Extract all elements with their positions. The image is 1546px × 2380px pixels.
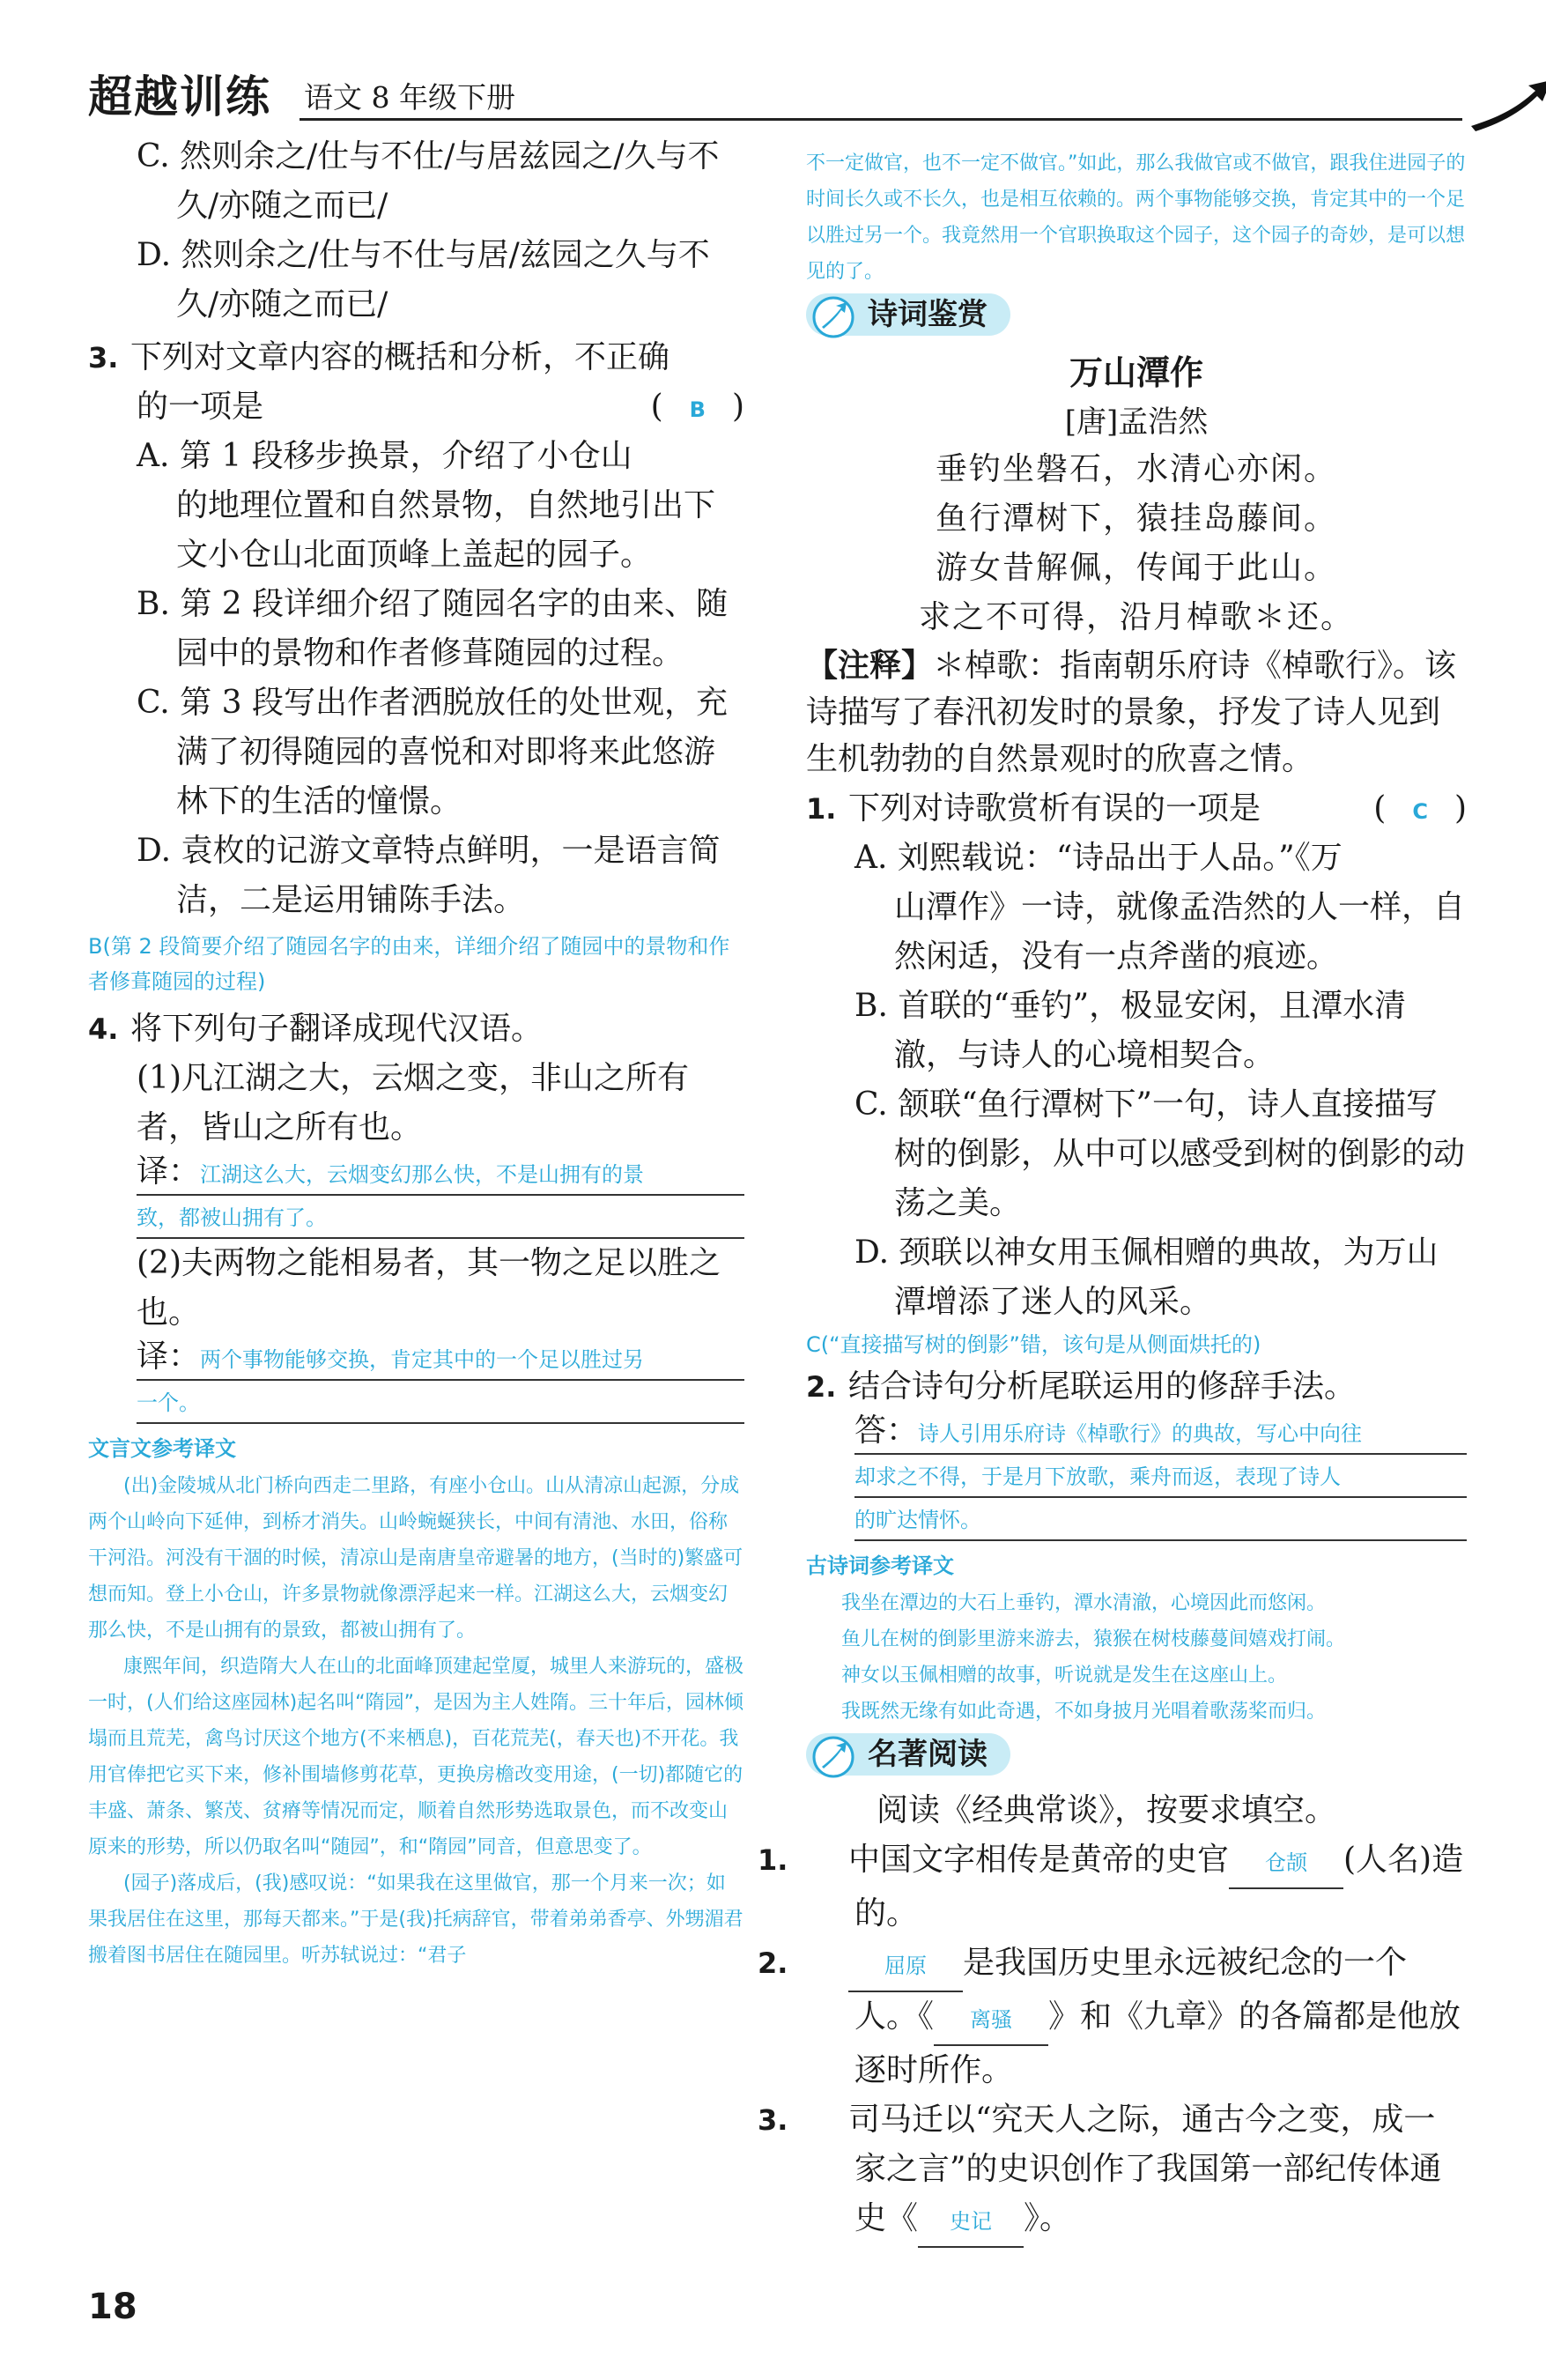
q3-analysis: B(第 2 段简要介绍了随园名字的由来，详细介绍了随园中的景物和作者修葺随园的过程) [88, 934, 730, 994]
annotation-label: 【注释】 [806, 647, 934, 684]
book-intro: 阅读《经典常谈》，按要求填空。 [877, 1792, 1337, 1828]
q3-stem-2 [88, 382, 744, 432]
book-subject: 语文 8 年级下册 [304, 80, 515, 115]
q4-answer-1-line1: 江湖这么大，云烟变幻那么快，不是山拥有的景 [200, 1162, 645, 1187]
b2-number: 2. [758, 1946, 788, 1980]
annotation-text: ＊棹歌：指南朝乐府诗《棹歌行》。该诗描写了春汛初发时的景象，抒发了诗人见到生机勃勃的自然景观时的欣喜之情。 [806, 648, 1457, 777]
q3-answer-bracket: ( B ) [650, 389, 744, 425]
b2-post: 》和《九章》的各篇都是他放逐时所作。 [854, 1998, 1461, 2088]
q4-number: 4. [88, 1012, 119, 1046]
b1-question [758, 1835, 1467, 1939]
p2-answer-line1: 诗人引用乐府诗《棹歌行》的典故，写心中向往 [918, 1421, 1363, 1446]
q4-answer-2-line1: 两个事物能够交换，肯定其中的一个足以胜过另 [200, 1347, 645, 1372]
q4-stem-text: 将下列句子翻译成现代汉语。 [130, 1011, 544, 1047]
b1-pre: 中国文字相传是黄帝的史官 [848, 1842, 1230, 1878]
q3-stem-line2: 的一项是 [137, 389, 264, 425]
poem-line: 垂钓坐磐石，水清心亦闲。 [935, 451, 1337, 487]
p2-stem-text: 结合诗句分析尾联运用的修辞手法。 [848, 1368, 1357, 1405]
p1-option-d: D. 颈联以神女用玉佩相赠的典故，为万山潭增添了迷人的风采。 [854, 1234, 1439, 1320]
q3-option-c: C. 第 3 段写出作者洒脱放任的处世观，充满了初得随园的喜悦和对即将来此悠游林下的生活的憧憬。 [137, 685, 728, 819]
poem-line: 游女昔解佩，传闻于此山。 [935, 550, 1337, 586]
b3-post: 》。 [1024, 2200, 1072, 2236]
b2-answer-1: 屈原 [884, 1954, 927, 1978]
classical-reference-continued: 不一定做官，也不一定不做官。”如此，那么我做官或不做官，跟我住进园子的时间长久或不长久，也是相互依赖的。两个事物能够交换，肯定其中的一个足以胜过另一个。我竟然用一个官职换取这个园子，这个园子的奇妙，是可以想见的了。 [806, 152, 1466, 283]
q3-stem-line1: 下列对文章内容的概括和分析，不正确 [130, 339, 670, 375]
page-number: 18 [88, 2287, 137, 2327]
section-title: 诗词鉴赏 [806, 293, 1010, 336]
q4-answer-2-line2: 一个。 [137, 1390, 200, 1415]
p2-answer-line2: 却求之不得，于是月下放歌，乘舟而返，表现了诗人 [854, 1464, 1341, 1489]
poem-title: 万山潭作 [1069, 352, 1203, 392]
q4-answer-1 [88, 1153, 744, 1239]
q3-option-a: A. 第 1 段移步换景，介绍了小仓山的地理位置和自然景物，自然地引出下文小仓山北面顶峰上盖起的园子。 [137, 438, 716, 573]
q4-answer-1-label: 译： [137, 1153, 201, 1190]
classical-reference-p2: 康熙年间，织造隋大人在山的北面峰顶建起堂厦，城里人来游玩的，盛极一时，(人们给这座园林)起名叫“隋园”，是因为主人姓隋。三十年后，园林倾塌而且荒芜，禽鸟讨厌这个地方(不来栖息)，百花荒芜(，春天也)不开花。我用官俸把它买下来，修补围墙修剪花草，更换房檐改变用途，(一切)都随它的丰盛、萧条、繁茂、贫瘠等情况而定，顺着自然形势选取景色，而不改变山原来的形势，所以仍取名叫“随园”，和“隋园”同音，但意思变了。 [88, 1656, 744, 1858]
b1-number: 1. [758, 1843, 788, 1877]
p1-answer: C [1412, 799, 1428, 824]
q4-answer-2 [88, 1338, 744, 1424]
p2-answer [806, 1412, 1467, 1541]
p1-stem-text: 下列对诗歌赏析有误的一项是 [848, 790, 1261, 827]
right-column [758, 145, 1467, 2248]
section-arrow-icon [811, 295, 855, 339]
left-column [88, 132, 744, 1974]
p1-analysis: C(“直接描写树的倒影”错，该句是从侧面烘托的) [806, 1332, 1261, 1357]
b2-question [758, 1939, 1467, 2095]
p1-answer-bracket: ( C ) [1373, 790, 1467, 827]
arrow-icon [1467, 75, 1546, 137]
poem-reference-line: 我既然无缘有如此奇遇，不如身披月光唱着歌荡桨而归。 [841, 1701, 1327, 1723]
poem-author: [唐]孟浩然 [1064, 404, 1209, 440]
b3-number: 3. [758, 2103, 788, 2137]
q3-answer: B [689, 397, 706, 422]
poem-reference-line: 鱼儿在树的倒影里游来游去，猿猴在树枝藤蔓间嬉戏打闹。 [841, 1628, 1346, 1650]
p2-answer-line3: 的旷达情怀。 [854, 1508, 981, 1532]
q4-answer-1-line2: 致，都被山拥有了。 [137, 1205, 327, 1230]
q3-option-b: B. 第 2 段详细介绍了随园名字的由来、随园中的景物和作者修葺随园的过程。 [137, 586, 729, 671]
q4-stem [88, 1005, 744, 1054]
b2-blank-1 [848, 1939, 963, 1992]
q4-sentence-2: (2)夫两物之能相易者，其一物之足以胜之也。 [137, 1245, 721, 1331]
b2-blank-2 [934, 1992, 1048, 2046]
p2-stem [806, 1362, 1467, 1412]
section-title: 名著阅读 [806, 1733, 1010, 1776]
page-header [88, 62, 1462, 132]
b1-post: (人名)造的。 [854, 1842, 1464, 1931]
classical-reference-p1: (出)金陵城从北门桥向西走二里路，有座小仓山。山从清凉山起源，分成两个山岭向下延伸，到桥才消失。山岭蜿蜒狭长，中间有清池、水田，俗称干河沿。河没有干涸的时候，清凉山是南唐皇帝避暑的地方，(当时的)繁盛可想而知。登上小仓山，许多景物就像漂浮起来一样。江湖这么大，云烟变幻那么快，不是山拥有的景致，都被山拥有了。 [88, 1475, 743, 1642]
q2-option-c: C. 然则余之/仕与不仕/与居兹园之/久与不久/亦随之而已/ [137, 138, 720, 224]
q3-stem [88, 333, 744, 382]
poem-reference-line: 神女以玉佩相赠的故事，听说就是发生在这座山上。 [841, 1665, 1288, 1687]
poem-line: 鱼行潭树下，猿挂岛藤间。 [935, 500, 1337, 537]
section-arrow-icon [811, 1735, 855, 1779]
brand-title: 超越训练 [88, 71, 271, 122]
p1-option-a: A. 刘熙载说：“诗品出于人品。”《万山潭作》一诗，就像孟浩然的人一样，自然闲适，没有一点斧凿的痕迹。 [854, 840, 1466, 975]
section-classic-reading [806, 1733, 1010, 1781]
classical-reference-text [88, 1468, 744, 1974]
b1-answer: 仓颉 [1265, 1850, 1308, 1875]
header-rule [300, 118, 1462, 121]
q3-number: 3. [88, 341, 119, 374]
section-poem-appreciation [806, 293, 1010, 341]
b1-blank [1229, 1835, 1343, 1889]
classical-reference-p3: (园子)落成后，(我)感叹说：“如果我在这里做官，那一个月来一次；如果我居住在这里，那每天都来。”于是(我)托病辞官，带着弟弟香亭、外甥湄君搬着图书居住在随园里。听苏轼说过：“君子 [88, 1872, 743, 1967]
b2-answer-2: 离骚 [970, 2007, 1013, 2032]
b3-answer: 史记 [950, 2209, 993, 2234]
q4-sentence-1: (1)凡江湖之大，云烟之变，非山之所有者，皆山之所有也。 [137, 1060, 689, 1146]
p2-number: 2. [806, 1370, 837, 1404]
poem-annotation [806, 642, 1467, 782]
b3-blank [918, 2194, 1024, 2248]
poem-reference-line: 我坐在潭边的大石上垂钓，潭水清澈，心境因此而悠闲。 [841, 1592, 1327, 1614]
p1-option-c: C. 颔联“鱼行潭树下”一句，诗人直接描写树的倒影，从中可以感受到树的倒影的动荡之美。 [854, 1086, 1466, 1221]
q2-option-d: D. 然则余之/仕与不仕与居/兹园之久与不久/亦随之而已/ [137, 237, 710, 323]
poem-line: 求之不可得，沿月棹歌＊还。 [918, 599, 1354, 635]
q4-answer-2-label: 译： [137, 1338, 201, 1375]
p2-answer-label: 答： [854, 1412, 919, 1449]
p1-stem [806, 784, 1467, 834]
p1-number: 1. [806, 792, 837, 826]
b2-mid: 是我国历史里永远被纪念的一个人。《 [854, 1945, 1408, 2035]
poem-reference-text [806, 1585, 1467, 1730]
classical-reference-title: 文言文参考译文 [88, 1436, 236, 1461]
q3-option-d: D. 袁枚的记游文章特点鲜明，一是语言简洁，二是运用铺陈手法。 [137, 833, 721, 918]
b3-pre: 司马迁以“究天人之际，通古今之变，成一家之言”的史识创作了我国第一部纪传体通史《 [848, 2102, 1442, 2236]
p1-option-b: B. 首联的“垂钓”，极显安闲，且潭水清澈，与诗人的心境相契合。 [854, 988, 1407, 1073]
b3-question [758, 2095, 1467, 2248]
poem-reference-title: 古诗词参考译文 [806, 1553, 954, 1578]
